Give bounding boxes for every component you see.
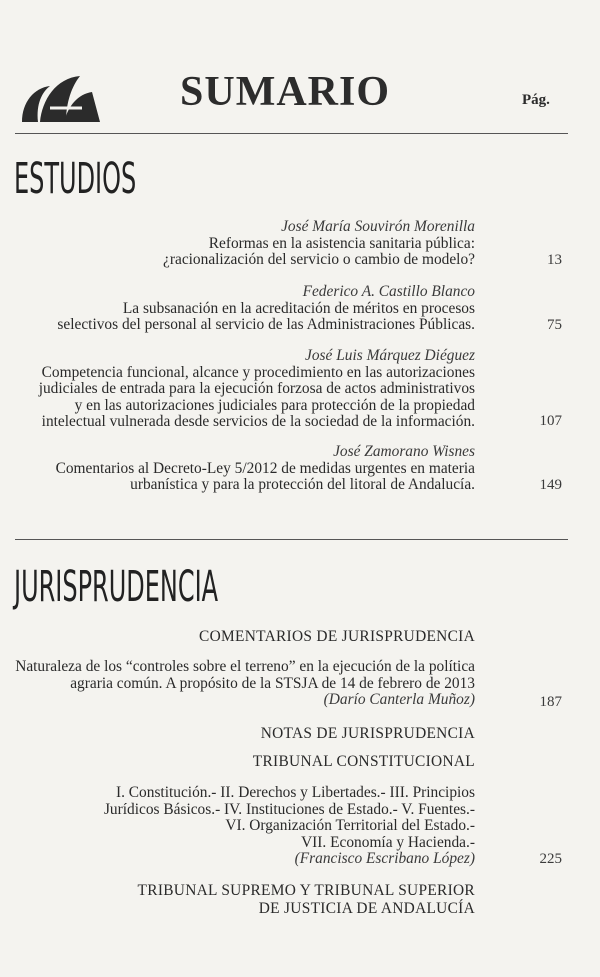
journal-logo bbox=[20, 72, 102, 124]
toc-entry[interactable] bbox=[15, 659, 475, 709]
entry-title-line: VII. Economía y Hacienda.- bbox=[301, 833, 475, 851]
entry-page-number: 187 bbox=[539, 694, 562, 710]
subsection-heading-line: TRIBUNAL SUPREMO Y TRIBUNAL SUPERIOR bbox=[137, 882, 475, 899]
subsection-heading-tribunal-constitucional: TRIBUNAL CONSTITUCIONAL bbox=[252, 753, 475, 770]
entry-title-line: y en las autorizaciones judiciales para protección de la propiedad bbox=[74, 396, 475, 414]
toc-entry[interactable] bbox=[15, 444, 475, 494]
subsection-heading-tribunal-supremo bbox=[15, 882, 475, 918]
toc-entry[interactable] bbox=[15, 219, 475, 269]
entry-title-line: judiciales de entrada para la ejecución forzosa de actos administrativos bbox=[38, 380, 475, 397]
entry-title-line: urbanística y para la protección del litoral de Andalucía. bbox=[130, 476, 475, 493]
entry-title-line: I. Constitución.- II. Derechos y Libertades.- III. Principios bbox=[115, 784, 475, 801]
entry-page-number: 107 bbox=[539, 413, 562, 429]
section-divider bbox=[15, 539, 568, 540]
page-title: SUMARIO bbox=[180, 69, 391, 115]
entry-title-line: agraria común. A propósito de la STSJA de 14 de febrero de 2013 bbox=[70, 674, 475, 692]
entry-title-line: ¿racionalización del servicio o cambio de modelo? bbox=[163, 251, 475, 268]
entry-author: Federico A. Castillo Blanco bbox=[302, 283, 475, 300]
entry-title-line: Reformas en la asistencia sanitaria pública: bbox=[208, 234, 475, 252]
entry-author: (Francisco Escribano López) bbox=[294, 850, 475, 867]
section-heading-estudios: ESTUDIOS bbox=[14, 154, 137, 204]
entry-page-number: 225 bbox=[539, 851, 562, 867]
entry-title-line: Jurídicos Básicos.- IV. Instituciones de Estado.- V. Fuentes.- bbox=[103, 800, 475, 818]
entry-author: José Luis Márquez Diéguez bbox=[305, 347, 475, 364]
entry-title-line: intelectual vulnerada desde servicios de la sociedad de la información. bbox=[41, 413, 475, 430]
subsection-heading-line: DE JUSTICIA DE ANDALUCÍA bbox=[258, 900, 475, 917]
entry-page-number: 149 bbox=[539, 477, 562, 493]
entry-author: José Zamorano Wisnes bbox=[333, 443, 475, 460]
subsection-heading-comentarios: COMENTARIOS DE JURISPRUDENCIA bbox=[199, 628, 475, 645]
page-column-label: Pág. bbox=[522, 92, 550, 108]
entry-author: José María Souvirón Morenilla bbox=[281, 218, 475, 235]
entry-title-line: Naturaleza de los “controles sobre el terreno” en la ejecución de la política bbox=[15, 658, 475, 675]
toc-entry[interactable] bbox=[15, 785, 475, 868]
entry-title-line: La subsanación en la acreditación de méritos en procesos bbox=[122, 299, 475, 317]
entry-title-line: selectivos del personal al servicio de las Administraciones Públicas. bbox=[57, 316, 475, 333]
entry-page-number: 75 bbox=[547, 317, 562, 333]
entry-author: (Darío Canterla Muñoz) bbox=[323, 691, 475, 708]
toc-entry[interactable] bbox=[15, 284, 475, 334]
subsection-heading-notas: NOTAS DE JURISPRUDENCIA bbox=[260, 725, 475, 742]
toc-entry[interactable] bbox=[15, 348, 475, 431]
entry-page-number: 13 bbox=[547, 252, 562, 268]
entry-title-line: Competencia funcional, alcance y procedimiento en las autorizaciones bbox=[41, 363, 475, 381]
entry-title-line: Comentarios al Decreto-Ley 5/2012 de medidas urgentes en materia bbox=[55, 459, 475, 477]
entry-title-line: VI. Organización Territorial del Estado.- bbox=[225, 817, 475, 834]
header-divider bbox=[15, 133, 568, 134]
section-heading-jurisprudencia: JURISPRUDENCIA bbox=[14, 562, 219, 612]
